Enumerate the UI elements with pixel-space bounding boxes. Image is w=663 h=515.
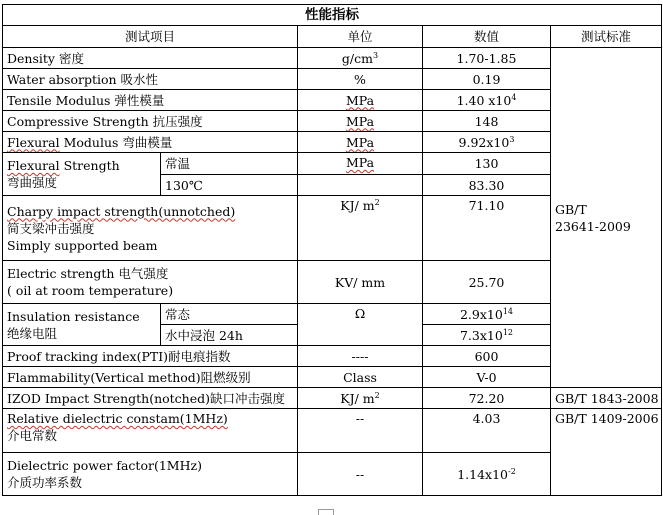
text-cursor-marker xyxy=(318,509,334,515)
pti-label: Proof tracking index(PTI)耐电痕指数 xyxy=(3,346,298,367)
flexural-modulus-unit: MPa xyxy=(298,132,423,153)
dielectric-constant-unit: -- xyxy=(298,409,423,453)
tensile-unit: MPa xyxy=(298,90,423,111)
flammability-unit: Class xyxy=(298,367,423,388)
insulation-value-normal: $2.9x10^{14}$ xyxy=(423,304,551,325)
standard-gbt-1409: GB/T 1409-2006 xyxy=(551,409,662,496)
compressive-unit: MPa xyxy=(298,111,423,132)
compressive-value: 148 xyxy=(423,111,551,132)
flexural-strength-value-130: 83.30 xyxy=(423,175,551,196)
density-unit: $g/cm^3$ xyxy=(298,48,423,69)
standard-gbt-1843: GB/T 1843-2008 xyxy=(551,388,662,409)
table-row xyxy=(3,409,662,453)
tensile-label: Tensile Modulus 弹性模量 xyxy=(3,90,298,111)
flexural-strength-value-room: 130 xyxy=(423,153,551,175)
izod-label: IZOD Impact Strength(notched)缺口冲击强度 xyxy=(3,388,298,409)
insulation-unit: Ω xyxy=(298,304,423,346)
header-standard: 测试标准 xyxy=(551,26,662,48)
charpy-value: 71.10 xyxy=(423,196,551,261)
table-row xyxy=(3,48,662,69)
dielectric-pf-label: Dielectric power factor(1MHz) 介质功率系数 xyxy=(3,453,298,496)
charpy-label: Charpy impact strength(unnotched) 简支梁冲击强度 Simply supported beam xyxy=(3,196,298,261)
electric-unit: KV/ mm xyxy=(298,261,423,304)
properties-table xyxy=(2,4,662,496)
water-unit: % xyxy=(298,69,423,90)
flexural-modulus-label: Flexural Modulus 弯曲模量 xyxy=(3,132,298,153)
standard-gbt-23641: GB/T 23641-2009 xyxy=(551,48,662,388)
insulation-cond-normal: 常态 xyxy=(161,304,298,325)
flammability-value: V-0 xyxy=(423,367,551,388)
flexural-strength-label: Flexural Strength 弯曲强度 xyxy=(3,153,161,196)
water-label: Water absorption 吸水性 xyxy=(3,69,298,90)
compressive-label: Compressive Strength 抗压强度 xyxy=(3,111,298,132)
dielectric-pf-value: $1.14x10^{-2}$ xyxy=(423,453,551,496)
izod-value: 72.20 xyxy=(423,388,551,409)
flexural-strength-unit-empty xyxy=(298,175,423,196)
flexural-strength-cond-room: 常温 xyxy=(161,153,298,175)
flammability-label: Flammability(Vertical method)阻燃级别 xyxy=(3,367,298,388)
dielectric-constant-label: Relative dielectric constam(1MHz) 介电常数 xyxy=(3,409,298,453)
charpy-unit: KJ/ $m^2$ xyxy=(298,196,423,261)
flexural-strength-cond-130: 130℃ xyxy=(161,175,298,196)
izod-unit: KJ/ $m^2$ xyxy=(298,388,423,409)
header-item: 测试项目 xyxy=(3,26,298,48)
header-unit: 单位 xyxy=(298,26,423,48)
density-value: 1.70-1.85 xyxy=(423,48,551,69)
density-label: Density 密度 xyxy=(3,48,298,69)
dielectric-pf-unit: -- xyxy=(298,453,423,496)
header-value: 数值 xyxy=(423,26,551,48)
tensile-value: 1.40 $x10^4$ xyxy=(423,90,551,111)
insulation-cond-water: 水中浸泡 24h xyxy=(161,325,298,346)
table-row xyxy=(3,388,662,409)
insulation-label: Insulation resistance 绝缘电阻 xyxy=(3,304,161,346)
water-value: 0.19 xyxy=(423,69,551,90)
table-title: 性能指标 xyxy=(3,5,662,26)
electric-value: 25.70 xyxy=(423,261,551,304)
flexural-strength-unit: MPa xyxy=(298,153,423,175)
dielectric-constant-value: 4.03 xyxy=(423,409,551,453)
insulation-value-water: $7.3x10^{12}$ xyxy=(423,325,551,346)
electric-label: Electric strength 电气强度 ( oil at room temperature) xyxy=(3,261,298,304)
flexural-modulus-value: $9.92x10^3$ xyxy=(423,132,551,153)
pti-value: 600 xyxy=(423,346,551,367)
pti-unit: ---- xyxy=(298,346,423,367)
properties-table-wrapper xyxy=(2,4,662,496)
